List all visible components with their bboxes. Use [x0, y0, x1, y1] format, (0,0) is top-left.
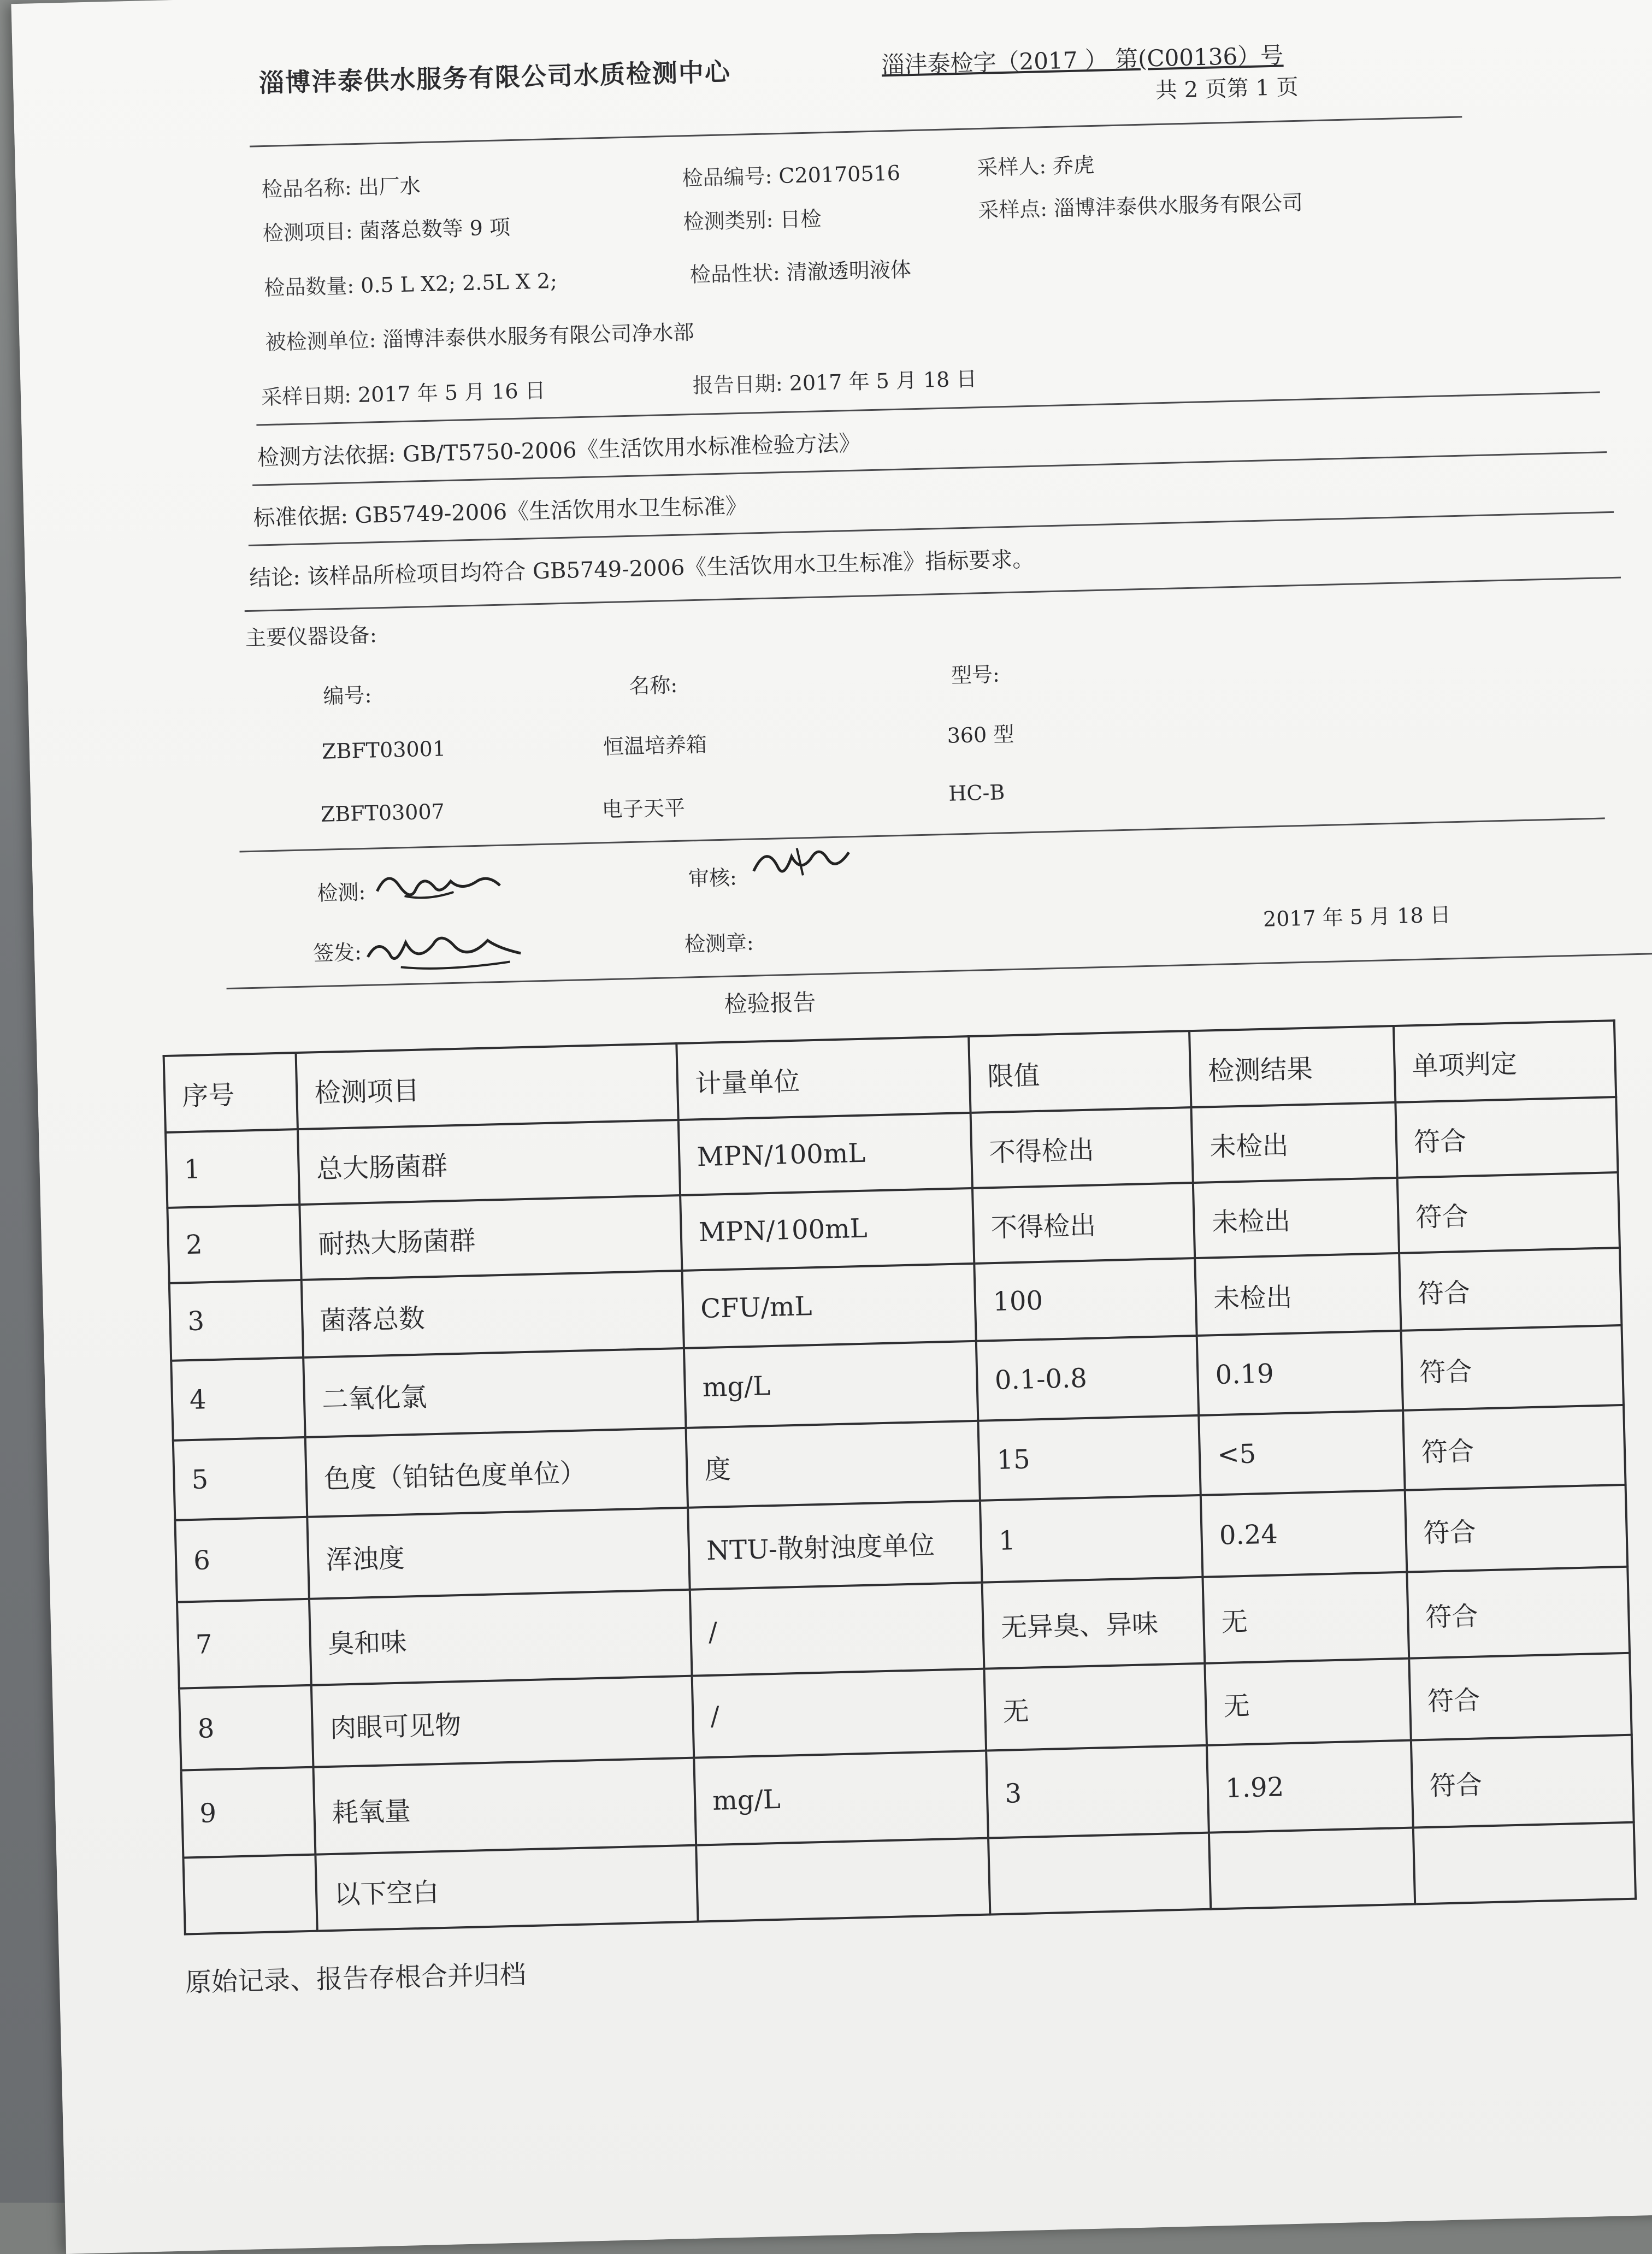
issuer-signature: [362, 925, 543, 979]
tested-unit-label: 被检测单位:: [265, 328, 377, 355]
row-limit: 不得检出: [972, 1183, 1195, 1264]
row-index: 5: [173, 1437, 308, 1520]
results-table: [163, 1019, 1637, 1936]
equipment-title: 主要仪器设备:: [245, 623, 377, 651]
equipment-row-2-model: HC-B: [948, 780, 1005, 806]
conclusion-value: 该样品所检项目均符合 GB5749-2006《生活饮用水卫生标准》指标要求。: [306, 546, 1035, 590]
row-item: 菌落总数: [302, 1271, 684, 1358]
header-index: 序号: [164, 1053, 298, 1132]
page-info: 共 2 页第 1 页: [1155, 74, 1299, 104]
row-verdict: 符合: [1397, 1172, 1620, 1253]
sampling-site-label: 采样点:: [977, 197, 1048, 223]
issued-by-label: 签发:: [312, 940, 362, 966]
sample-code-value: C20170516: [778, 161, 901, 188]
sampling-date: [261, 374, 546, 411]
tested-by-label: 检测:: [316, 880, 366, 906]
header-result: 检测结果: [1189, 1026, 1395, 1107]
sampler-label: 采样人:: [976, 154, 1047, 180]
row-index: [183, 1855, 317, 1934]
sample-name-value: 出厂水: [358, 174, 421, 199]
row-verdict: 符合: [1407, 1567, 1630, 1659]
equipment-row-1-model: 360 型: [947, 722, 1014, 748]
row-limit: 3: [987, 1745, 1210, 1838]
report-date: [692, 362, 977, 399]
row-result: 无: [1203, 1572, 1409, 1663]
row-result: 未检出: [1191, 1102, 1397, 1183]
test-method-value: GB/T5750-2006《生活饮用水标准检验方法》: [402, 430, 861, 467]
doc-number: 淄沣泰检字（2017 ） 第(C00136）号: [881, 42, 1284, 79]
row-result: 1.92: [1207, 1740, 1413, 1833]
equipment-row-1-code: ZBFT03001: [321, 736, 446, 764]
row-verdict: 符合: [1405, 1485, 1628, 1572]
row-item: 以下空白: [316, 1845, 698, 1931]
row-verdict: 符合: [1395, 1097, 1618, 1178]
row-item: 色度（铂钴色度单位）: [305, 1428, 688, 1517]
row-unit: 度: [686, 1421, 981, 1508]
row-verdict: 符合: [1399, 1248, 1621, 1331]
row-item: 总大肠菌群: [298, 1120, 680, 1205]
test-type-value: 日检: [779, 206, 822, 232]
row-index: 4: [171, 1358, 305, 1441]
test-items: [262, 210, 510, 246]
equipment-row-2-name: 电子天平: [601, 795, 686, 822]
row-verdict: 符合: [1409, 1653, 1632, 1740]
row-item: 耐热大肠菌群: [300, 1195, 682, 1280]
equipment-row-1-name: 恒温培养箱: [603, 732, 707, 759]
sample-character-value: 清澈透明液体: [786, 257, 912, 285]
standard-basis: [253, 489, 748, 532]
sample-character: [689, 252, 911, 288]
row-limit: 15: [978, 1415, 1201, 1501]
test-items-label: 检测项目:: [262, 219, 353, 246]
row-verdict: 符合: [1403, 1405, 1625, 1490]
row-index: 7: [177, 1599, 311, 1689]
sample-code-label: 检品编号:: [682, 164, 772, 191]
row-verdict: 符合: [1411, 1735, 1634, 1828]
row-limit: 无异臭、异味: [982, 1577, 1205, 1669]
row-unit: MPN/100mL: [680, 1188, 974, 1271]
sample-code: [682, 156, 901, 192]
equipment-col-code: 编号:: [323, 683, 372, 709]
sampling-date-value: 2017 年 5 月 16 日: [357, 378, 546, 407]
row-index: 2: [167, 1205, 302, 1283]
test-items-value: 菌落总数等 9 项: [359, 215, 511, 243]
sampling-date-label: 采样日期:: [261, 383, 352, 410]
row-unit: mg/L: [694, 1751, 988, 1845]
row-result: 未检出: [1193, 1178, 1399, 1258]
conclusion: [249, 542, 1034, 592]
row-unit: NTU-散射浊度单位: [688, 1501, 982, 1590]
sample-quantity-value: 0.5 L X2; 2.5L X 2;: [360, 268, 558, 298]
row-result: 未检出: [1195, 1253, 1401, 1336]
reviewer-signature: [747, 836, 858, 888]
standard-basis-value: GB5749-2006《生活饮用水卫生标准》: [355, 493, 748, 529]
row-limit: 0.1-0.8: [976, 1336, 1199, 1421]
row-index: 8: [179, 1685, 314, 1771]
sampling-site: [977, 186, 1303, 224]
row-unit: /: [692, 1669, 987, 1758]
signoff-date: 2017 年 5 月 18 日: [1262, 902, 1452, 931]
row-result: [1209, 1828, 1415, 1909]
row-limit: 100: [975, 1258, 1197, 1341]
row-result: 无: [1205, 1659, 1411, 1745]
sampler: [977, 148, 1095, 181]
row-limit: 无: [984, 1663, 1207, 1751]
row-index: 9: [181, 1767, 316, 1858]
tested-unit: [265, 315, 694, 356]
row-verdict: [1413, 1822, 1636, 1904]
equipment-row-2-code: ZBFT03007: [320, 799, 445, 827]
inspection-seal-label: 检测章:: [684, 930, 754, 957]
org-title: 淄博沣泰供水服务有限公司水质检测中心: [258, 57, 731, 98]
header-item: 检测项目: [296, 1043, 678, 1129]
row-limit: [988, 1833, 1211, 1915]
sample-name: [261, 169, 421, 203]
sample-name-label: 检品名称:: [261, 175, 352, 202]
row-unit: MPN/100mL: [678, 1113, 972, 1195]
sample-character-label: 检品性状:: [689, 261, 781, 287]
row-item: 二氧化氯: [304, 1348, 686, 1437]
header-verdict: 单项判定: [1394, 1020, 1616, 1102]
row-unit: mg/L: [684, 1341, 978, 1428]
row-index: 3: [169, 1280, 304, 1361]
row-index: 1: [166, 1129, 300, 1208]
report-sheet: [11, 0, 1652, 2254]
row-result: 0.24: [1201, 1490, 1407, 1577]
row-limit: 不得检出: [971, 1107, 1193, 1188]
report-date-value: 2017 年 5 月 18 日: [789, 367, 977, 396]
equipment-col-model: 型号:: [951, 662, 1000, 688]
report-title: 检验报告: [723, 988, 817, 1018]
row-unit: /: [690, 1583, 984, 1676]
tested-unit-value: 淄博沣泰供水服务有限公司净水部: [382, 320, 694, 352]
row-item: 臭和味: [309, 1590, 692, 1685]
row-index: 6: [175, 1517, 309, 1602]
row-item: 浑浊度: [308, 1508, 690, 1599]
standard-basis-label: 标准依据:: [253, 503, 349, 531]
header-rule: [250, 116, 1462, 147]
footer-note: 原始记录、报告存根合并归档: [185, 1959, 527, 1998]
row-unit: [696, 1838, 990, 1922]
sample-quantity: [264, 264, 558, 301]
row-unit: CFU/mL: [682, 1264, 977, 1348]
header-limit: 限值: [969, 1031, 1191, 1113]
test-method: [257, 426, 861, 472]
test-type-label: 检测类别:: [683, 208, 774, 234]
test-type: [683, 202, 822, 235]
sampling-site-value: 淄博沣泰供水服务有限公司: [1053, 190, 1303, 221]
row-verdict: 符合: [1401, 1325, 1624, 1411]
report-date-label: 报告日期:: [692, 371, 783, 398]
row-item: 耗氧量: [314, 1758, 697, 1855]
sampler-value: 乔虎: [1052, 152, 1095, 178]
row-item: 肉眼可见物: [311, 1676, 694, 1767]
row-result: 0.19: [1197, 1331, 1403, 1415]
equipment-col-name: 名称:: [628, 672, 678, 698]
header-unit: 计量单位: [676, 1036, 970, 1120]
row-result: <5: [1199, 1411, 1405, 1495]
row-limit: 1: [980, 1495, 1202, 1583]
tester-signature: [371, 861, 509, 908]
reviewed-by-label: 审核:: [688, 865, 738, 891]
conclusion-label: 结论:: [249, 564, 301, 591]
test-method-label: 检测方法依据:: [257, 442, 396, 471]
sample-quantity-label: 检品数量:: [263, 274, 355, 300]
